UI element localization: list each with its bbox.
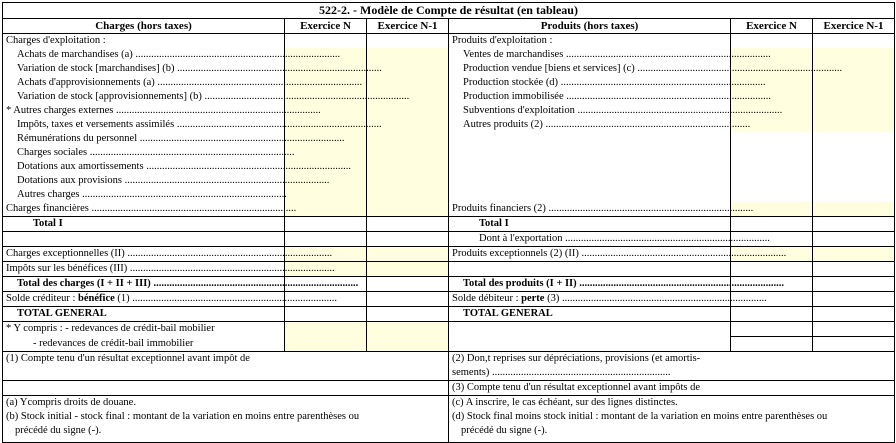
produit-label-text: Production stockée (d) — [463, 77, 559, 88]
produit-amount-n1[interactable] — [813, 118, 895, 132]
produit-amount-n1[interactable] — [813, 277, 895, 292]
header-exercice-n-left: Exercice N — [285, 19, 367, 34]
table-row — [3, 307, 895, 322]
charge-amount-n1[interactable] — [367, 34, 449, 49]
produit-amount-n1[interactable] — [813, 34, 895, 49]
charge-label-text: * Y compris : - redevances de crédit-bail mobilier — [6, 323, 215, 334]
table-row — [3, 174, 895, 188]
charge-label-text: Charges sociales — [17, 147, 88, 158]
charge-amount-n[interactable] — [285, 188, 367, 202]
charge-amount-n1[interactable] — [367, 232, 449, 247]
charge-amount-n1[interactable] — [367, 174, 449, 188]
produit-label-text: Production immobilisée — [463, 91, 564, 102]
footnote-c: (c) A inscrire, le cas échéant, sur des lignes distinctes. — [452, 397, 678, 408]
produit-amount-n1[interactable] — [813, 232, 895, 247]
header-produits: Produits (hors taxes) — [449, 19, 731, 34]
produit-label-text: Autres produits (2) — [463, 119, 543, 130]
table-row — [3, 247, 895, 262]
charge-label-text: * Autres charges externes — [6, 105, 114, 116]
produit-label-text: Ventes de marchandises — [463, 49, 564, 60]
table-row — [3, 104, 895, 118]
produit-label — [449, 34, 731, 49]
table-row — [3, 90, 895, 104]
charge-label-text: Charges financières — [6, 203, 89, 214]
charge-label: Charges exceptionnelles (II) .............................................................................. — [3, 247, 285, 262]
produit-label: Ventes de marchandises .............................................................................. — [449, 48, 731, 62]
produit-amount-n[interactable] — [731, 34, 813, 49]
charge-amount-n[interactable] — [285, 217, 367, 232]
table-row — [3, 76, 895, 90]
produit-amount-n1[interactable] — [813, 104, 895, 118]
charge-label: Charges financières .............................................................................. — [3, 202, 285, 217]
table-row — [3, 34, 895, 49]
charge-amount-n1[interactable] — [367, 188, 449, 202]
charge-amount-n1[interactable] — [367, 202, 449, 217]
produit-amount-n1[interactable] — [813, 217, 895, 232]
charge-label: Impôts, taxes et versements assimilés .............................................................................. — [3, 118, 285, 132]
produit-amount-n[interactable] — [731, 146, 813, 160]
charge-amount-n[interactable] — [285, 232, 367, 247]
charge-amount-n1[interactable] — [367, 337, 449, 352]
produit-label: Production vendue [biens et services] (c) .............................................................................. — [449, 62, 731, 76]
table-row — [3, 337, 895, 352]
produit-amount-n1[interactable] — [813, 48, 895, 62]
footnote-2-line-b: sements) .................................................................... — [452, 367, 671, 378]
produit-label: Solde débiteur : perte (3) .............................................................................. — [449, 292, 731, 307]
header-exercice-n-right: Exercice N — [731, 19, 813, 34]
produit-amount-n[interactable] — [731, 132, 813, 146]
produit-label — [449, 217, 731, 232]
produit-amount-n[interactable] — [731, 322, 813, 337]
produit-label: Production stockée (d) .............................................................................. — [449, 76, 731, 90]
produit-label-text: Production vendue [biens et services] (c) — [463, 63, 635, 74]
charge-label-bold: bénéfice — [78, 293, 115, 304]
charge-amount-n[interactable] — [285, 322, 367, 337]
charge-label — [3, 34, 285, 49]
charge-label: Dotations aux amortissements .............................................................................. — [3, 160, 285, 174]
produit-label-text: Produits d'exploitation : — [452, 35, 553, 46]
charge-label — [3, 307, 285, 322]
charge-label-text: Variation de stock [approvisionnements] (b) — [17, 91, 202, 102]
table-row — [3, 188, 895, 202]
produit-label-suffix: (3) — [544, 293, 560, 304]
charge-label-text: Charges exceptionnelles (II) — [6, 248, 125, 259]
table-row — [3, 217, 895, 232]
produit-amount-n[interactable] — [731, 160, 813, 174]
produit-amount-n1[interactable] — [813, 322, 895, 337]
charge-label-text: Impôts sur les bénéfices (III) — [6, 263, 128, 274]
footnote-d-line2: précédé du signe (-). — [461, 425, 548, 436]
produit-label-text: Produits exceptionnels (2) (II) — [452, 248, 579, 259]
table-row — [3, 202, 895, 217]
charge-label: Total des charges (I + II + III) .............................................................................. — [3, 277, 285, 292]
table-row — [3, 48, 895, 62]
charge-label: Dotations aux provisions .............................................................................. — [3, 174, 285, 188]
charge-amount-n1[interactable] — [367, 307, 449, 322]
charge-amount-n[interactable] — [285, 146, 367, 160]
charge-label: Variation de stock [marchandises] (b) .............................................................................. — [3, 62, 285, 76]
table-row — [3, 146, 895, 160]
charge-label-text: Achats de marchandises (a) — [17, 49, 133, 60]
produit-label: Produits financiers (2) .............................................................................. — [449, 202, 731, 217]
produit-amount-n1[interactable] — [813, 90, 895, 104]
charge-label: Variation de stock [approvisionnements] (b) .............................................................................. — [3, 90, 285, 104]
charge-amount-n1[interactable] — [367, 277, 449, 292]
footnote-1 — [3, 352, 449, 381]
table-row — [3, 118, 895, 132]
charge-label-text: Total des charges (I + II + III) — [17, 278, 151, 289]
charge-label-text: Dotations aux amortissements — [17, 161, 144, 172]
charge-label: Charges sociales .............................................................................. — [3, 146, 285, 160]
produit-label-bold: perte — [521, 293, 545, 304]
table-row — [3, 160, 895, 174]
charge-label — [3, 322, 285, 337]
header-exercice-n1-left: Exercice N-1 — [367, 19, 449, 34]
header-charges: Charges (hors taxes) — [3, 19, 285, 34]
produit-amount-n[interactable] — [731, 174, 813, 188]
charge-amount-n1[interactable] — [367, 292, 449, 307]
produit-amount-n1[interactable] — [813, 292, 895, 307]
produit-amount-n1[interactable] — [813, 76, 895, 90]
charge-label-prefix: Solde créditeur : — [6, 293, 79, 304]
footnote-b-line1: (b) Stock initial - stock final : montant de la variation en moins entre parenthèses ou — [6, 411, 360, 422]
produit-label — [449, 160, 731, 174]
charge-label-suffix: (1) — [114, 293, 130, 304]
footnotes-left — [3, 396, 449, 443]
table-row — [3, 322, 895, 337]
charge-label: * Autres charges externes .............................................................................. — [3, 104, 285, 118]
produit-label: Subventions d'exploitation .............................................................................. — [449, 104, 731, 118]
produit-label: Produits exceptionnels (2) (II) .............................................................................. — [449, 247, 731, 262]
produit-label: Dont à l'exportation .............................................................................. — [449, 232, 731, 247]
charge-label — [3, 217, 285, 232]
table-row — [3, 132, 895, 146]
table-row — [3, 232, 895, 247]
charge-label-text: Autres charges — [17, 189, 80, 200]
charge-label — [3, 232, 285, 247]
table-row — [3, 277, 895, 292]
produit-amount-n1[interactable] — [813, 174, 895, 188]
produit-label: Autres produits (2) .............................................................................. — [449, 118, 731, 132]
footnote-3: (3) Compte tenu d'un résultat exceptionnel avant impôts de — [449, 381, 895, 396]
produit-label: Total des produits (I + II) .............................................................................. — [449, 277, 731, 292]
produit-amount-n[interactable] — [731, 307, 813, 322]
footnote-d-line1: (d) Stock final moins stock initial : montant de la variation en moins entre parenthèses ou — [452, 411, 828, 422]
produit-amount-n1[interactable] — [813, 202, 895, 217]
charge-label-text: - redevances de crédit-bail immobilier — [33, 337, 194, 349]
table-row — [3, 262, 895, 277]
result-account-table — [2, 2, 895, 443]
produit-amount-n[interactable] — [731, 337, 813, 352]
produit-label-prefix: Solde débiteur : — [452, 293, 522, 304]
charge-amount-n1[interactable] — [367, 146, 449, 160]
produit-label-text: Subventions d'exploitation — [463, 105, 575, 116]
produit-amount-n1[interactable] — [813, 307, 895, 322]
produit-label — [449, 307, 731, 322]
produit-label-text: Produits financiers (2) — [452, 203, 546, 214]
charge-label: Rémunérations du personnel .............................................................................. — [3, 132, 285, 146]
charge-label: Impôts sur les bénéfices (III) .............................................................................. — [3, 262, 285, 277]
produit-amount-n[interactable] — [731, 217, 813, 232]
charge-amount-n1[interactable] — [367, 217, 449, 232]
produit-label — [449, 188, 731, 202]
produit-label-text: Total des produits (I + II) — [463, 278, 577, 289]
charge-amount-n1[interactable] — [367, 247, 449, 262]
charge-label: Solde créditeur : bénéfice (1) .............................................................................. — [3, 292, 285, 307]
charge-label-text: Charges d'exploitation : — [6, 35, 106, 46]
charge-amount-n1[interactable] — [367, 262, 449, 277]
produit-label: Production immobilisée .............................................................................. — [449, 90, 731, 104]
produit-amount-n1[interactable] — [813, 160, 895, 174]
footnote-spacer — [3, 381, 449, 396]
footnote-a: (a) Ycompris droits de douane. — [6, 397, 136, 408]
charge-label-text: Dotations aux provisions — [17, 175, 122, 186]
produit-label — [449, 146, 731, 160]
produit-label — [449, 262, 731, 277]
produit-amount-n1[interactable] — [813, 262, 895, 277]
produit-amount-n1[interactable] — [813, 337, 895, 352]
charge-amount-n1[interactable] — [367, 132, 449, 146]
footnote-2-3 — [449, 352, 895, 381]
charge-amount-n[interactable] — [285, 307, 367, 322]
table-title: 522-2. - Modèle de Compte de résultat (en tableau) — [3, 3, 895, 19]
charge-label-text: TOTAL GENERAL — [17, 308, 107, 319]
table-row — [3, 292, 895, 307]
header-exercice-n1-right: Exercice N-1 — [813, 19, 895, 34]
charge-label: Achats de marchandises (a) .............................................................................. — [3, 48, 285, 62]
footnotes-right — [449, 396, 895, 443]
charge-label-text: Variation de stock [marchandises] (b) — [17, 63, 175, 74]
charge-label: Autres charges .............................................................................. — [3, 188, 285, 202]
charge-amount-n1[interactable] — [367, 322, 449, 337]
charge-label — [3, 337, 285, 352]
charge-label-text: Rémunérations du personnel — [17, 133, 138, 144]
charge-label-text: Achats d'approvisionnements (a) — [17, 77, 155, 88]
charge-amount-n1[interactable] — [367, 160, 449, 174]
charge-amount-n[interactable] — [285, 337, 367, 352]
table-row — [3, 62, 895, 76]
charge-label-text: Impôts, taxes et versements assimilés — [17, 119, 175, 130]
footnote-2-line-a: (2) Don,t reprises sur dépréciations, provisions (et amortis- — [452, 353, 701, 364]
produit-amount-n[interactable] — [731, 262, 813, 277]
charge-amount-n[interactable] — [285, 34, 367, 49]
produit-amount-n[interactable] — [731, 188, 813, 202]
produit-label — [449, 337, 731, 352]
produit-label-text: Total I — [479, 218, 509, 229]
produit-amount-n1[interactable] — [813, 247, 895, 262]
charge-amount-n1[interactable] — [367, 48, 449, 62]
produit-label — [449, 132, 731, 146]
produit-label — [449, 322, 731, 337]
produit-amount-n1[interactable] — [813, 146, 895, 160]
footnote-2-line-b-text: sements) — [452, 367, 490, 378]
produit-label — [449, 174, 731, 188]
charge-label: Achats d'approvisionnements (a) .............................................................................. — [3, 76, 285, 90]
footnote-1-text: (1) Compte tenu d'un résultat exceptionnel avant impôt de — [6, 353, 250, 364]
charge-amount-n[interactable] — [285, 202, 367, 217]
charge-amount-n1[interactable] — [367, 104, 449, 118]
produit-amount-n1[interactable] — [813, 132, 895, 146]
result-account-table-frame — [2, 2, 894, 441]
footnote-b-line2: précédé du signe (-). — [15, 425, 102, 436]
charge-label-text: Total I — [33, 218, 63, 229]
charge-amount-n1[interactable] — [367, 76, 449, 90]
produit-label-text: Dont à l'exportation — [479, 233, 563, 244]
produit-label-text: TOTAL GENERAL — [463, 308, 553, 319]
produit-amount-n1[interactable] — [813, 188, 895, 202]
